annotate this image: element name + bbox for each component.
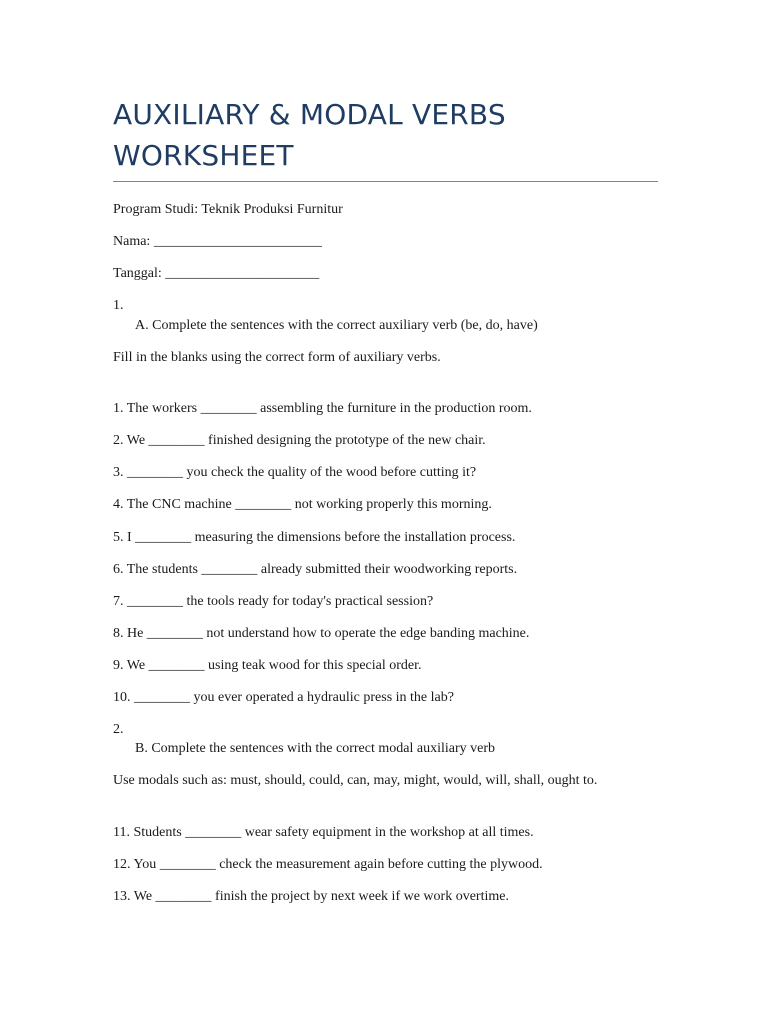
question-item: 12. You ________ check the measurement again before cutting the plywood. (113, 857, 543, 872)
question-item: 2. We ________ finished designing the prototype of the new chair. (113, 433, 486, 448)
title-divider (113, 181, 658, 182)
question-item: 13. We ________ finish the project by next week if we work overtime. (113, 889, 509, 904)
question-item: 11. Students ________ wear safety equipment in the workshop at all times. (113, 825, 534, 840)
section-1-heading: A. Complete the sentences with the correct auxiliary verb (be, do, have) (135, 318, 538, 333)
question-item: 4. The CNC machine ________ not working properly this morning. (113, 497, 492, 512)
section-2-instruction: Use modals such as: must, should, could, can, may, might, would, will, shall, ought to. (113, 773, 598, 788)
program-studi: Program Studi: Teknik Produksi Furnitur (113, 202, 343, 217)
question-item: 10. ________ you ever operated a hydraulic press in the lab? (113, 690, 454, 705)
question-item: 1. The workers ________ assembling the furniture in the production room. (113, 401, 532, 416)
title-line-2: WORKSHEET (113, 139, 294, 172)
tanggal-field: Tanggal: ______________________ (113, 266, 320, 281)
question-item: 3. ________ you check the quality of the wood before cutting it? (113, 465, 477, 480)
title-line-1: AUXILIARY & MODAL VERBS (113, 98, 506, 131)
section-1-instruction: Fill in the blanks using the correct form of auxiliary verbs. (113, 350, 441, 365)
section-2-heading: B. Complete the sentences with the correct modal auxiliary verb (135, 741, 495, 756)
question-item: 5. I ________ measuring the dimensions before the installation process. (113, 530, 516, 545)
worksheet-title (113, 94, 658, 176)
question-item: 6. The students ________ already submitted their woodworking reports. (113, 562, 518, 577)
section-1-number: 1. (113, 298, 124, 313)
section-2-number: 2. (113, 722, 124, 737)
question-item: 9. We ________ using teak wood for this special order. (113, 658, 422, 673)
nama-field: Nama: ________________________ (113, 234, 322, 249)
question-item: 7. ________ the tools ready for today's practical session? (113, 594, 434, 609)
question-item: 8. He ________ not understand how to operate the edge banding machine. (113, 626, 530, 641)
